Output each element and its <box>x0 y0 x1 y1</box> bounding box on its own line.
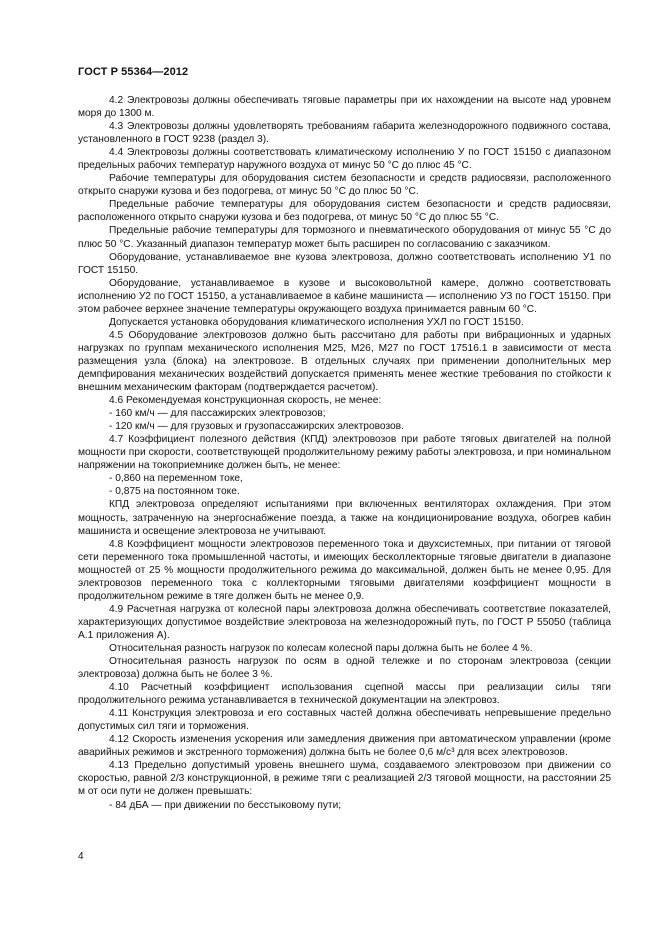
paragraph: КПД электровоза определяют испытаниями при включенных вентиляторах охлаждения. При этом мощность, затраченную на энергоснабжение поезда, а также на кондиционирование воздуха, обогрев кабин машиниста и освещение электровоза не учитывают. <box>78 499 611 537</box>
list-item: - 84 дБА — при движении по бесстыковому пути; <box>109 799 342 811</box>
list-item: - 0,875 на постоянном токе. <box>109 486 240 498</box>
paragraph: 4.6 Рекомендуемая конструкционная скорость, не менее: <box>109 395 382 407</box>
paragraph: Рабочие температуры для оборудования систем безопасности и средств радиосвязи, расположенного открыто снаружи кузова и без подогрева, от минус 50 °C до плюс 50 °C. <box>78 173 611 198</box>
document-body <box>78 94 611 812</box>
document-header: ГОСТ Р 55364—2012 <box>78 66 189 78</box>
paragraph: Относительная разность нагрузок по колесам колесной пары должна быть не более 4 %. <box>109 642 533 654</box>
paragraph: 4.3 Электровозы должны удовлетворять требованиям габарита железнодорожного подвижного состава, установленного в ГОСТ 9238 (раздел 3). <box>78 121 611 146</box>
paragraph: Относительная разность нагрузок по осям в одной тележке и по сторонам электровоза (секции электровоза) должна быть не более 3 %. <box>78 656 611 681</box>
paragraph: 4.12 Скорость изменения ускорения или замедления движения при автоматическом управлении (кроме аварийных режимов и экстренного торможения) должна быть не более 0,6 м/с³ для всех электровозов. <box>78 734 611 759</box>
paragraph: Предельные рабочие температуры для тормозного и пневматического оборудования от минус 55 °C до плюс 50 °C. Указанный диапазон температур может быть расширен по согласованию с заказчиком. <box>78 225 611 250</box>
paragraph: 4.2 Электровозы должны обеспечивать тяговые параметры при их нахождении на высоте над уровнем моря до 1300 м. <box>78 95 611 120</box>
paragraph: 4.10 Расчетный коэффициент использования сцепной массы при реализации силы тяги продолжительного режима устанавливается в технической документации на электровоз. <box>78 682 611 707</box>
paragraph: 4.11 Конструкция электровоза и его составных частей должна обеспечивать непревышение предельно допустимых сил тяги и торможения. <box>78 708 611 733</box>
paragraph: 4.7 Коэффициент полезного действия (КПД) электровозов при работе тяговых двигателей на полной мощности при скорости, соответствующей продолжительному режиму работы электровоза, и при номинальном напряжении на токоприемнике должен быть, не менее: <box>78 434 611 472</box>
paragraph: 4.5 Оборудование электровозов должно быть рассчитано для работы при вибрационных и ударных нагрузках по группам механического исполнения М25, М26, М27 по ГОСТ 17516.1 в зависимости от места размещения узла (блока) на электровозе. В отдельных случаях при применении дополнительных мер демпфирования механических воздействий допускается применять менее жесткие требования по стойкости к внешним механическим факторам (подтверждается расчетом). <box>78 329 611 394</box>
paragraph: 4.13 Предельно допустимый уровень внешнего шума, создаваемого электровозом при движении со скоростью, равной 2/3 конструкционной, в режиме тяги с реализацией 2/3 тяговой мощности, на расстоянии 25 м от оси пути не должен превышать: <box>78 760 611 798</box>
paragraph: 4.8 Коэффициент мощности электровозов переменного тока и двухсистемных, при питании от тяговой сети переменного тока промышленной частоты, и имеющих бесколлекторные тяговые двигатели в диапазоне мощностей от 25 % мощности продолжительного режима до максимальной, должен быть не менее 0,95. Для электровозов переменного тока с коллекторными тяговыми двигателями коэффициент мощности в продолжительном режиме в тяге должен быть не менее 0,9. <box>78 538 611 602</box>
list-item: - 160 км/ч — для пассажирских электровозов; <box>109 408 326 420</box>
paragraph: Оборудование, устанавливаемое вне кузова электровоза, должно соответствовать исполнению У1 по ГОСТ 15150. <box>78 251 611 276</box>
paragraph: 4.4 Электровозы должны соответствовать климатическому исполнению У по ГОСТ 15150 с диапазоном предельных рабочих температур наружного воздуха от минус 50 °C до плюс 45 °C. <box>78 147 611 172</box>
paragraph: 4.9 Расчетная нагрузка от колесной пары электровоза должна обеспечивать соответствие показателей, характеризующих допустимое воздействие электровоза на железнодорожный путь, по ГОСТ Р 55050 (таблица А.1 приложения А). <box>78 603 611 641</box>
list-item: - 0,860 на переменном токе, <box>109 473 243 485</box>
page-number: 4 <box>78 851 84 862</box>
paragraph: Предельные рабочие температуры для оборудования систем безопасности и средств радиосвязи, расположенного открыто снаружи кузова и без подогрева, от минус 50 °C до плюс 55 °C. <box>78 199 611 224</box>
paragraph: Допускается установка оборудования климатического исполнения УХЛ по ГОСТ 15150. <box>109 316 524 328</box>
list-item: - 120 км/ч — для грузовых и грузопассажирских электровозов. <box>109 421 404 433</box>
paragraph: Оборудование, устанавливаемое в кузове и высоковольтной камере, должно соответствовать исполнению У2 по ГОСТ 15150, а устанавливаемое в кабине машиниста — исполнению УЗ по ГОСТ 15150. При этом рабочее верхнее значение температуры окружающего воздуха принимается равным 60 °C. <box>78 277 611 315</box>
